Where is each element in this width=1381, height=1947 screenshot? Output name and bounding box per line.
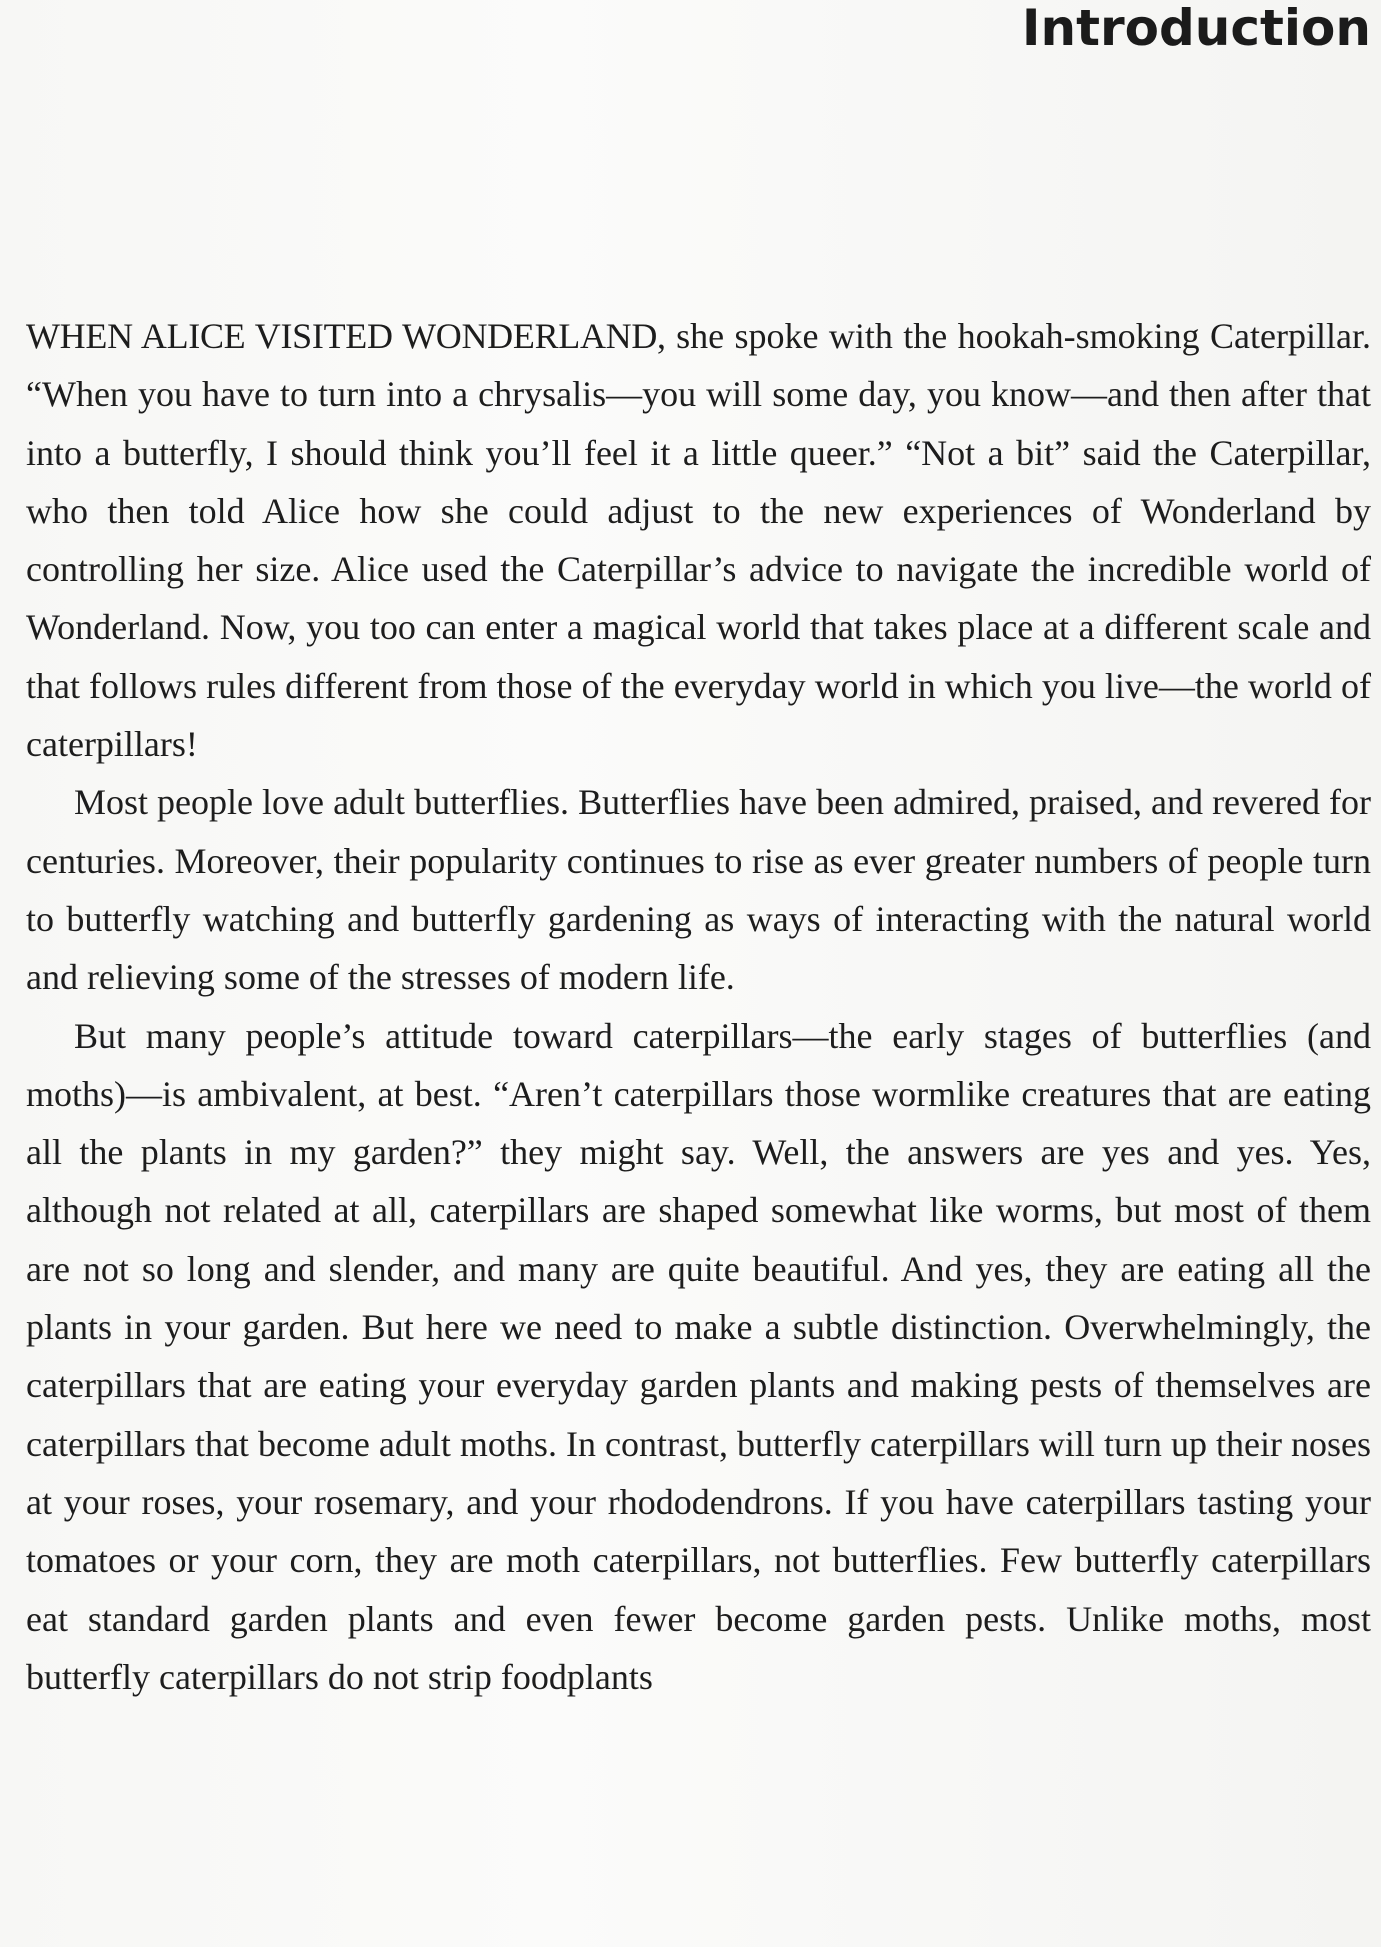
paragraph-1: [26, 307, 1371, 773]
paragraph-3: But many people’s attitude toward caterpillars—the early stages of butterflies (and moths)—is ambivalent, at best. “Aren’t caterpillars those wormlike creatures that are eating all the plants in my garden?” they might say. Well, the answers are yes and yes. Yes, although not related at all, caterpillars are shaped somewhat like worms, but most of them are not so long and slender, and many are quite beautiful. And yes, they are eating all the plants in your garden. But here we need to make a subtle distinction. Overwhelmingly, the caterpillars that are eating your everyday garden plants and making pests of themselves are caterpillars that become adult moths. In contrast, butterfly caterpillars will turn up their noses at your roses, your rosemary, and your rhododendrons. If you have caterpillars tasting your tomatoes or your corn, they are moth caterpillars, not butterflies. Few butterfly caterpillars eat standard garden plants and even fewer become garden pests. Unlike moths, most butterfly caterpillars do not strip foodplants: [26, 1015, 1371, 1697]
paragraph-2: Most people love adult butterflies. Butterflies have been admired, praised, and revered for centuries. Moreover, their popularity continues to rise as ever greater numbers of people turn to butterfly watching and butterfly gardening as ways of interacting with the natural world and relieving some of the stresses of modern life.: [26, 782, 1371, 998]
chapter-title: Introduction: [1021, 0, 1371, 57]
body-text: [26, 307, 1371, 1706]
paragraph-1-text: she spoke with the hookah-smoking Caterpillar. “When you have to turn into a chrysalis—you will some day, you know—and then after that into a butterfly, I should think you’ll feel it a little queer.” “Not a bit” said the Caterpillar, who then told Alice how she could adjust to the new experiences of Wonderland by controlling her size. Alice used the Caterpillar’s advice to navigate the incredible world of Wonderland. Now, you too can enter a magical world that takes place at a different scale and that follows rules different from those of the everyday world in which you live—the world of caterpillars!: [26, 316, 1371, 765]
paragraph-1-lead: WHEN ALICE VISITED WONDERLAND,: [26, 316, 666, 356]
